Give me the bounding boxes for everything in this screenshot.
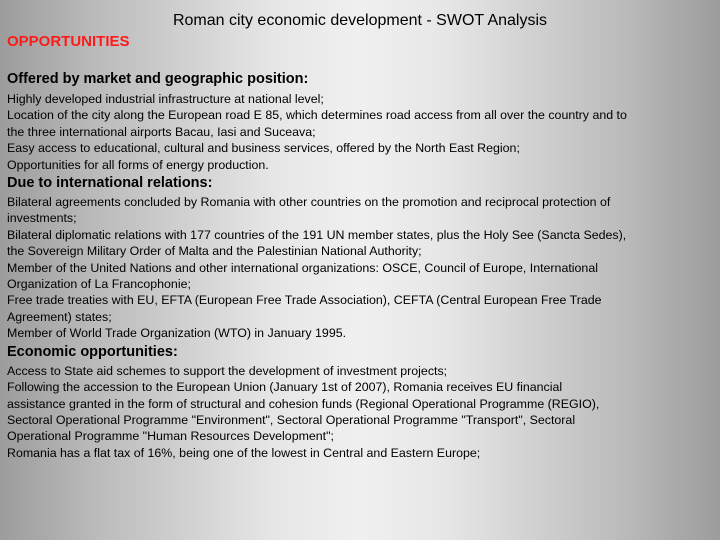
text-line: Highly developed industrial infrastructure at national level;	[7, 92, 324, 106]
section-economic-opportunities	[7, 343, 717, 461]
text-line: the three international airports Bacau, Iasi and Suceava;	[7, 124, 316, 139]
section-lines	[7, 91, 717, 173]
text-line: Agreement) states;	[7, 309, 112, 324]
section-international-relations	[7, 174, 717, 342]
text-line: Bilateral agreements concluded by Romania with other countries on the promotion and reciprocal protection of	[7, 195, 611, 210]
text-line: Following the accession to the European Union (January 1st of 2007), Romania receives EU financial	[7, 380, 563, 395]
text-line: Member of World Trade Organization (WTO) in January 1995.	[7, 326, 347, 341]
text-line: Location of the city along the European road E 85, which determines road access from all over the country and to	[7, 108, 627, 123]
text-line: assistance granted in the form of structural and cohesion funds (Regional Operational Programme (REGIO),	[7, 396, 600, 411]
section-heading: Due to international relations:	[7, 175, 213, 192]
text-line: Access to State aid schemes to support the development of investment projects;	[7, 363, 448, 378]
text-line: Bilateral diplomatic relations with 177 countries of the 191 UN member states, plus the Holy See (Sancta Sedes),	[7, 227, 627, 242]
text-line: Sectoral Operational Programme "Environment", Sectoral Operational Programme "Transport", Sectoral	[7, 412, 576, 427]
slide-title: Roman city economic development - SWOT Analysis	[172, 12, 548, 29]
text-line: investments;	[7, 211, 77, 226]
section-lines	[7, 363, 717, 461]
text-line: Opportunities for all forms of energy production.	[7, 157, 269, 172]
slide-content	[7, 70, 717, 461]
section-market-geographic	[7, 70, 717, 173]
text-line: Organization of La Francophonie;	[7, 277, 191, 292]
text-line: Free trade treaties with EU, EFTA (European Free Trade Association), CEFTA (Central European Free Trade	[7, 293, 602, 308]
text-line: the Sovereign Military Order of Malta and the Palestinian National Authority;	[7, 244, 422, 259]
text-line: Easy access to educational, cultural and business services, offered by the North East Region;	[7, 141, 520, 156]
section-lines	[7, 194, 717, 342]
slide-subtitle: OPPORTUNITIES	[7, 33, 130, 50]
section-heading: Economic opportunities:	[7, 343, 178, 360]
text-line: Operational Programme "Human Resources Development";	[7, 429, 334, 444]
text-line: Romania has a flat tax of 16%, being one of the lowest in Central and Eastern Europe;	[7, 445, 481, 460]
section-heading: Offered by market and geographic position:	[7, 71, 309, 87]
text-line: Member of the United Nations and other international organizations: OSCE, Council of Europe, International	[7, 260, 598, 275]
